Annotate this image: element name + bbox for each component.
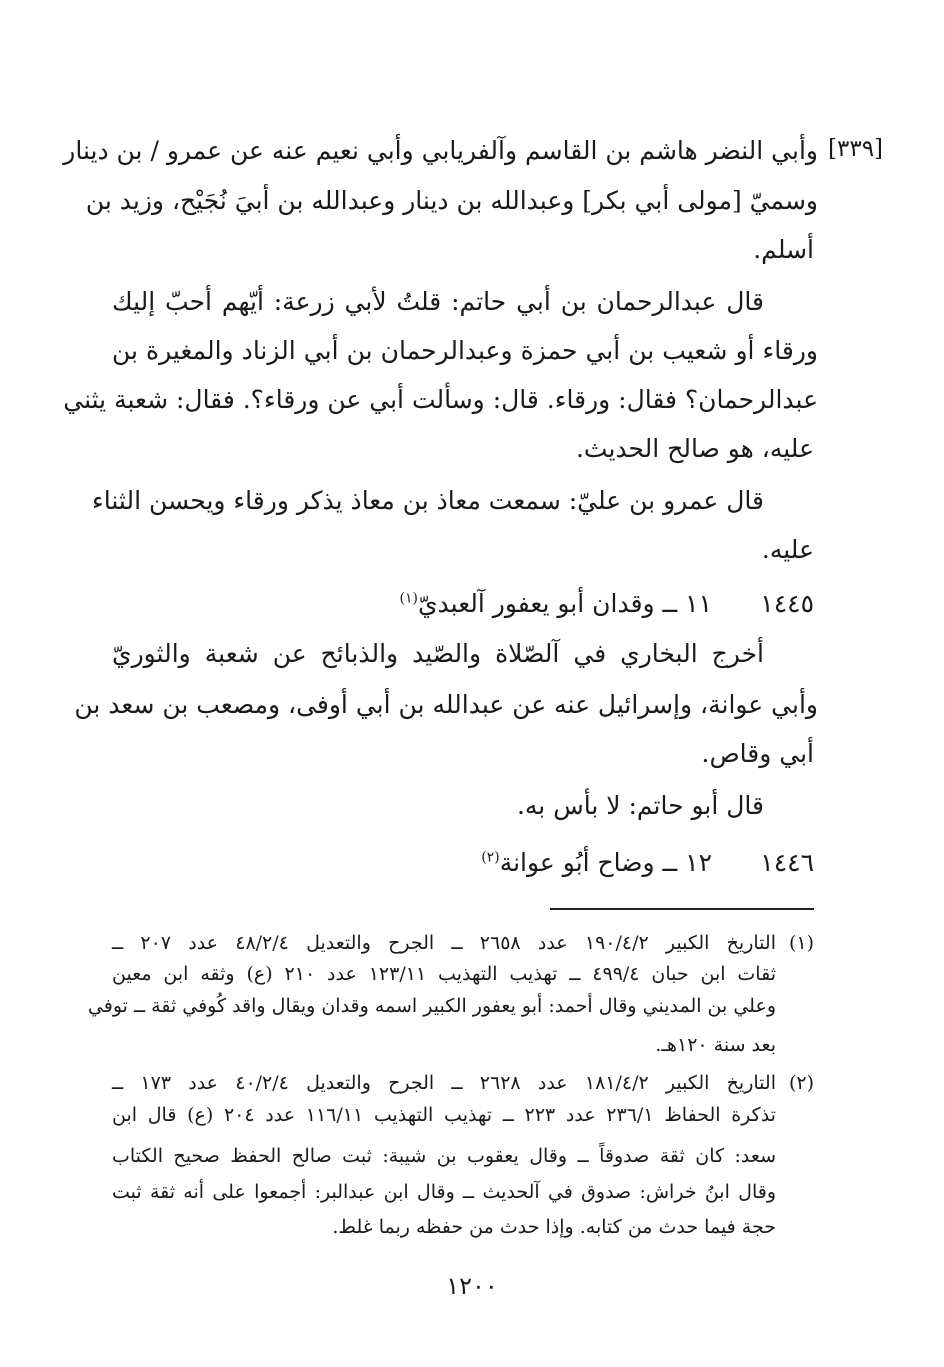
entry-heading bbox=[400, 589, 713, 618]
footnote-ref: (١) bbox=[399, 590, 418, 607]
body-line: أخرج البخاري في آلصّلاة والصّيد والذبائح عن شعبة والثوريّ bbox=[112, 639, 764, 668]
entry-number: ١٤٤٦ bbox=[760, 848, 814, 877]
entry-number: ١٤٤٥ bbox=[760, 589, 814, 618]
footnote-line: بعد سنة ١٢٠هـ. bbox=[655, 1034, 776, 1056]
footnote-line: تذكرة الحفاظ ٢٣٦/١ عدد ٢٢٣ ــ تهذيب التهذيب ١١٦/١١ عدد ٢٠٤ (ع) قال ابن bbox=[112, 1104, 776, 1126]
footnote-line: التاريخ الكبير ١٩٠/٤/٢ عدد ٢٦٥٨ ــ الجرح والتعديل ٤٨/٢/٤ عدد ٢٠٧ ــ bbox=[112, 932, 776, 954]
footnote-line: وعلي بن المديني وقال أحمد: أبو يعفور الكبير اسمه وقدان ويقال واقد كُوفي ثقة ــ توفي bbox=[87, 995, 776, 1017]
body-line: وأبي عوانة، وإسرائيل عنه عن عبدالله بن أبي أوفى، ومصعب بن سعد بن bbox=[74, 690, 818, 719]
page-marker: [٣٣٩] bbox=[828, 136, 884, 162]
footnote-ref: (٢) bbox=[481, 849, 500, 866]
entry-heading bbox=[481, 848, 712, 877]
entry-heading-text: ١١ ــ وقدان أبو يعفور آلعبديّ bbox=[417, 589, 712, 618]
body-line: عبدالرحمان؟ فقال: ورقاء. قال: وسألت أبي عن ورقاء؟. فقال: شعبة يثني bbox=[63, 385, 818, 414]
page-number: ١٢٠٠ bbox=[446, 1272, 498, 1300]
body-line: قال أبو حاتم: لا بأس به. bbox=[516, 791, 764, 820]
body-line: عليه، هو صالح الحديث. bbox=[575, 434, 814, 463]
body-line: أسلم. bbox=[753, 235, 814, 264]
footnote-line: التاريخ الكبير ١٨١/٤/٢ عدد ٢٦٢٨ ــ الجرح والتعديل ٤٠/٢/٤ عدد ١٧٣ ــ bbox=[112, 1072, 776, 1094]
footnote-line: سعد: كان ثقة صدوقاً ــ وقال يعقوب بن شيبة: ثبت صالح الحفظ صحيح الكتاب bbox=[112, 1145, 776, 1167]
footnote-line: حجة فيما حدث من كتابه. وإذا حدث من حفظه ربما غلط. bbox=[332, 1216, 776, 1238]
footnote-separator bbox=[550, 908, 814, 910]
body-line: قال عمرو بن عليّ: سمعت معاذ بن معاذ يذكر ورقاء ويحسن الثناء bbox=[92, 486, 764, 515]
body-line: أبي وقاص. bbox=[701, 739, 814, 768]
footnote-line: وقال ابنُ خراش: صدوق في آلحديث ــ وقال ابن عبدالبر: أجمعوا على أنه ثقة ثبت bbox=[112, 1181, 776, 1203]
body-line: قال عبدالرحمان بن أبي حاتم: قلتُ لأبي زرعة: أيّهم أحبّ إليك bbox=[112, 287, 764, 316]
body-line: وأبي النضر هاشم بن القاسم وآلفريابي وأبي نعيم عنه عن عمرو / بن دينار bbox=[63, 136, 818, 165]
body-line: ورقاء أو شعيب بن أبي حمزة وعبدالرحمان بن أبي الزناد والمغيرة بن bbox=[112, 336, 818, 365]
footnote-marker: (٢) bbox=[788, 1072, 814, 1094]
body-line: وسميّ [مولى أبي بكر] وعبدالله بن دينار وعبدالله بن أبيَ نُجَيْح، وزيد بن bbox=[85, 186, 818, 215]
body-line: عليه. bbox=[761, 535, 814, 564]
entry-heading-text: ١٢ ــ وضاح أبُو عوانة bbox=[499, 848, 712, 877]
footnote-line: ثقات ابن حبان ٤٩٩/٤ ــ تهذيب التهذيب ١٢٣/١١ عدد ٢١٠ (ع) وثقه ابن معين bbox=[112, 963, 776, 985]
footnote-marker: (١) bbox=[788, 932, 814, 954]
